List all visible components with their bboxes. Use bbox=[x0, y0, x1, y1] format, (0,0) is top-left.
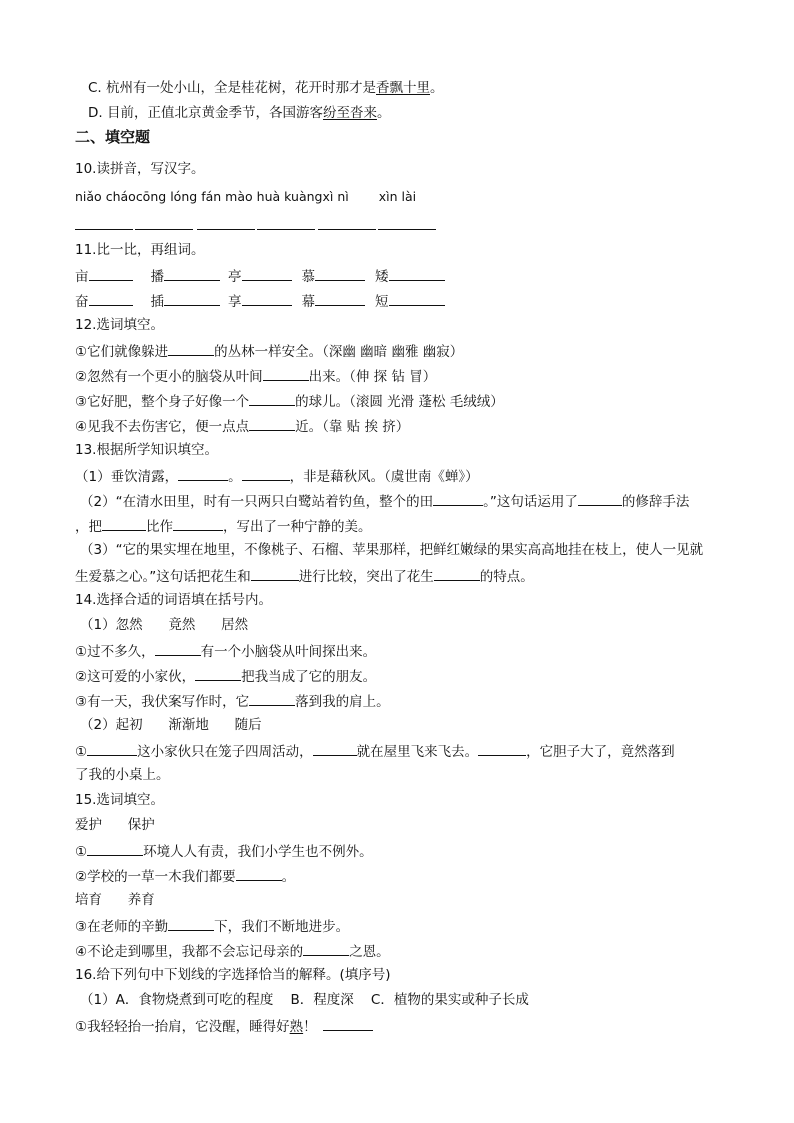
q16-item-1 bbox=[75, 1016, 373, 1036]
q14-title: 14.选择合适的词语填在括号内。 bbox=[75, 592, 272, 608]
q10-answer-lines bbox=[75, 229, 435, 231]
option-d-text: D. 目前，正值北京黄金季节，各国游客 bbox=[88, 105, 323, 121]
blank[interactable] bbox=[251, 566, 299, 581]
char: 短 bbox=[375, 294, 389, 310]
q15-item-4 bbox=[75, 941, 390, 961]
blank[interactable] bbox=[236, 866, 282, 881]
text: 环境人人有责，我们小学生也不例外。 bbox=[143, 844, 373, 860]
pinyin: mào bbox=[225, 189, 253, 204]
q13-item-1 bbox=[75, 466, 479, 486]
q11-title: 11.比一比，再组词。 bbox=[75, 242, 205, 258]
char: 亩 bbox=[75, 269, 89, 285]
blank[interactable] bbox=[102, 516, 146, 531]
blank[interactable] bbox=[242, 466, 290, 481]
answer-line[interactable] bbox=[75, 229, 133, 230]
text: 出来。（伸 探 钻 冒） bbox=[308, 369, 437, 385]
text: 下，我们不断地进步。 bbox=[214, 919, 350, 935]
text: ④不论走到哪里，我都不会忘记母亲的 bbox=[75, 944, 304, 960]
blank[interactable] bbox=[313, 741, 357, 756]
q15-item-3 bbox=[75, 916, 349, 936]
blank[interactable] bbox=[164, 291, 220, 306]
option-d-end: 。 bbox=[376, 105, 391, 121]
answer-line[interactable] bbox=[318, 229, 376, 230]
option-c bbox=[88, 79, 444, 97]
blank[interactable] bbox=[249, 416, 295, 431]
pinyin: cōng bbox=[135, 189, 167, 204]
blank[interactable] bbox=[315, 266, 365, 281]
blank[interactable] bbox=[173, 516, 223, 531]
text: （1）垂饮清露， bbox=[75, 469, 179, 485]
pinyin: niǎo bbox=[75, 189, 102, 204]
q14-item-1 bbox=[75, 641, 376, 661]
blank[interactable] bbox=[478, 741, 526, 756]
answer-line[interactable] bbox=[135, 229, 193, 230]
text: ②忽然有一个更小的脑袋从叶间 bbox=[75, 369, 263, 385]
q11-row-1 bbox=[75, 266, 445, 286]
pinyin: huà bbox=[256, 189, 281, 204]
text: 落到我的肩上。 bbox=[295, 694, 390, 710]
q10-title: 10.读拼音，写汉字。 bbox=[75, 161, 205, 177]
text: ！ bbox=[303, 1019, 317, 1035]
text: 的球儿。（滚圆 光滑 蓬松 毛绒绒） bbox=[295, 394, 504, 410]
q15-word-group-2: 培育 养育 bbox=[75, 892, 155, 908]
q14-word-group-1: （1）忽然 竟然 居然 bbox=[80, 617, 249, 633]
section-heading: 二、填空题 bbox=[75, 128, 151, 146]
text: 有一个小脑袋从叶间探出来。 bbox=[200, 644, 377, 660]
pinyin: fán bbox=[201, 189, 222, 204]
text: ，把 bbox=[75, 519, 102, 535]
blank[interactable] bbox=[178, 466, 228, 481]
char: 幕 bbox=[301, 294, 315, 310]
text: ③在老师的辛勤 bbox=[75, 919, 169, 935]
pinyin: xì bbox=[322, 189, 334, 204]
q12-item-4 bbox=[75, 416, 409, 436]
text: 。 bbox=[228, 469, 242, 485]
q14-item-3 bbox=[75, 691, 390, 711]
text: （2）“在清水田里，时有一只两只白鹭站着钓鱼，整个的田 bbox=[80, 494, 434, 510]
blank[interactable] bbox=[242, 291, 292, 306]
q13-item-2-cont bbox=[75, 516, 372, 536]
q14-item-2 bbox=[75, 666, 376, 686]
char: 亭 bbox=[228, 269, 242, 285]
blank[interactable] bbox=[87, 841, 143, 856]
blank[interactable] bbox=[433, 491, 483, 506]
text: ①它们就像躲进 bbox=[75, 344, 169, 360]
text: ，它胆子大了，竟然落到 bbox=[526, 744, 675, 760]
blank[interactable] bbox=[87, 741, 137, 756]
blank[interactable] bbox=[155, 641, 201, 656]
blank[interactable] bbox=[89, 266, 133, 281]
q13-item-3-cont bbox=[75, 566, 534, 586]
q12-item-2 bbox=[75, 366, 436, 386]
text: ①过不多久， bbox=[75, 644, 155, 660]
pinyin: nì bbox=[337, 189, 349, 204]
pinyin: kuàng bbox=[284, 189, 323, 204]
blank[interactable] bbox=[249, 691, 295, 706]
text: ②学校的一草一木我们都要 bbox=[75, 869, 236, 885]
char: 矮 bbox=[375, 269, 389, 285]
underlined-char: 熟 bbox=[289, 1019, 304, 1035]
text: ②这可爱的小家伙， bbox=[75, 669, 196, 685]
char: 奋 bbox=[75, 294, 89, 310]
q13-item-2 bbox=[80, 491, 689, 511]
text: 的特点。 bbox=[479, 569, 534, 585]
blank[interactable] bbox=[315, 291, 365, 306]
blank[interactable] bbox=[389, 291, 445, 306]
blank[interactable] bbox=[249, 391, 295, 406]
q14-item-4 bbox=[75, 741, 675, 761]
text: ④见我不去伤害它，便一点点 bbox=[75, 419, 250, 435]
text: 之恩。 bbox=[349, 944, 390, 960]
text: 。”这句话运用了 bbox=[483, 494, 578, 510]
text: ① bbox=[75, 844, 88, 860]
option-c-underlined: 香飘十里 bbox=[376, 80, 431, 96]
q14-word-group-2: （2）起初 渐渐地 随后 bbox=[80, 717, 262, 733]
text: ，非是藉秋风。（虞世南《蝉》） bbox=[289, 469, 479, 485]
blank[interactable] bbox=[242, 266, 292, 281]
answer-line[interactable] bbox=[197, 229, 255, 230]
pinyin: xìn bbox=[378, 189, 398, 204]
option-d-underlined: 纷至沓来 bbox=[322, 105, 377, 121]
option-c-text: C. 杭州有一处小山，全是桂花树，花开时那才是 bbox=[88, 80, 377, 96]
q16-options: （1）A．食物烧煮到可吃的程度 B．程度深 C．植物的果实或种子长成 bbox=[80, 992, 529, 1008]
blank[interactable] bbox=[389, 266, 445, 281]
q15-title: 15.选词填空。 bbox=[75, 792, 164, 808]
q13-title: 13.根据所学知识填空。 bbox=[75, 442, 218, 458]
blank[interactable] bbox=[168, 341, 214, 356]
q11-row-2 bbox=[75, 291, 445, 311]
answer-line[interactable] bbox=[378, 229, 436, 230]
text: 的丛林一样安全。（深幽 幽暗 幽雅 幽寂） bbox=[214, 344, 464, 360]
text: 就在屋里飞来飞去。 bbox=[356, 744, 479, 760]
text: 。 bbox=[281, 869, 296, 885]
q15-word-group-1: 爱护 保护 bbox=[75, 817, 155, 833]
blank[interactable] bbox=[168, 916, 214, 931]
blank[interactable] bbox=[89, 291, 133, 306]
blank[interactable] bbox=[434, 566, 480, 581]
pinyin: lài bbox=[401, 189, 417, 204]
option-d bbox=[88, 104, 390, 122]
text: ③它好肥，整个身子好像一个 bbox=[75, 394, 250, 410]
text: 这小家伙只在笼子四周活动， bbox=[137, 744, 313, 760]
q12-item-1 bbox=[75, 341, 463, 361]
char: 享 bbox=[228, 294, 242, 310]
text: 比作 bbox=[146, 519, 173, 535]
text: 近。（靠 贴 挨 挤） bbox=[295, 419, 410, 435]
blank[interactable] bbox=[323, 1016, 373, 1031]
char: 慕 bbox=[301, 269, 315, 285]
char: 播 bbox=[150, 269, 164, 285]
q12-title: 12.选词填空。 bbox=[75, 317, 164, 333]
q10-pinyin-row bbox=[75, 188, 420, 206]
q16-title: 16.给下列句中下划线的字选择恰当的解释。(填序号) bbox=[75, 967, 391, 983]
text: ，写出了一种宁静的美。 bbox=[223, 519, 372, 535]
q15-item-2 bbox=[75, 866, 295, 886]
q14-item-4-cont: 了我的小桌上。 bbox=[75, 767, 170, 783]
blank[interactable] bbox=[263, 366, 309, 381]
blank[interactable] bbox=[195, 666, 241, 681]
blank[interactable] bbox=[164, 266, 220, 281]
blank[interactable] bbox=[303, 941, 349, 956]
text: ③有一天，我伏案写作时，它 bbox=[75, 694, 250, 710]
text: 生爱慕之心。”这句话把花生和 bbox=[75, 569, 251, 585]
text: ①我轻轻抬一抬肩，它没醒，睡得好 bbox=[75, 1019, 290, 1035]
q13-item-3: （3）“它的果实埋在地里，不像桃子、石榴、苹果那样，把鲜红嫩绿的果实高高地挂在枝上，使人一见就 bbox=[80, 542, 704, 558]
pinyin: lóng bbox=[170, 189, 198, 204]
text: 的修辞手法 bbox=[621, 494, 690, 510]
text: ① bbox=[75, 744, 88, 760]
option-c-end: 。 bbox=[430, 80, 444, 96]
text: 进行比较，突出了花生 bbox=[298, 569, 434, 585]
blank[interactable] bbox=[578, 491, 622, 506]
q12-item-3 bbox=[75, 391, 504, 411]
q15-item-1 bbox=[75, 841, 373, 861]
text: 把我当成了它的朋友。 bbox=[241, 669, 377, 685]
answer-line[interactable] bbox=[257, 229, 315, 230]
char: 插 bbox=[150, 294, 164, 310]
pinyin: cháo bbox=[105, 189, 136, 204]
